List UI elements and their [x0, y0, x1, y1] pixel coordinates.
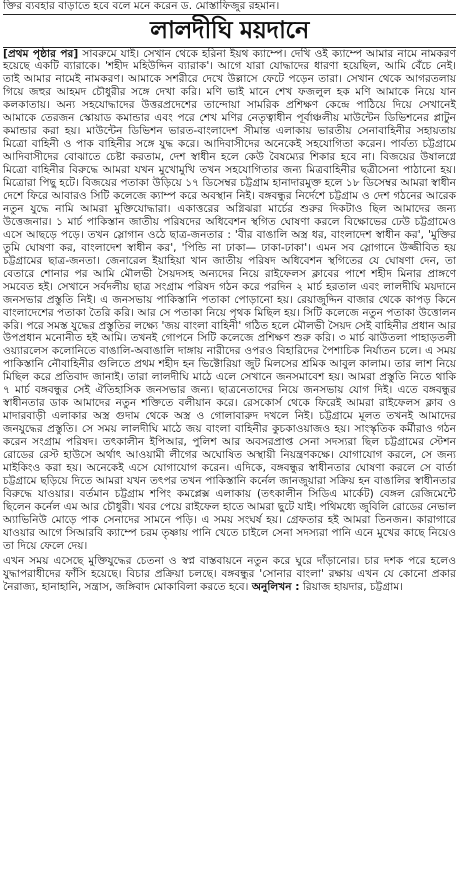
article-body-paragraph-1 [3, 48, 456, 553]
paragraph-2-text: এখন সময় এসেছে মুক্তিযুদ্ধের চেতনা ও স্বপ্ন বাস্তবায়নে নতুন করে ঘুরে দাঁড়ানোর। চার দশক পরে হলেও যুদ্ধাপরাধীদের ফাঁসি হয়েছে। বিচার প্রক্রিয়া চলছে। বঙ্গবন্ধুর 'সোনার বাংলা' রক্ষায় এখন যে কোনো প্রকার নৈরাজ্য, হানাহানি, সন্ত্রাস, জঙ্গিবাদ মোকাবিলা করতে হবে। [3, 554, 456, 593]
continuation-label: [প্রথম পৃষ্ঠার পর] [3, 47, 79, 60]
paragraph-1-text: সাবরুমে যাই। সেখান থেকে হরিনা ইয়থ ক্যাম্পে। দেখি ওই ক্যাম্পে আমার নামে নামকরণ হয়েছে একটি ব্যারাকে। 'শহীদ মহিউদ্দিন ব্যারাক'। আগে যারা যোদ্ধাদের ধারণা হয়েছিল, আমি বেঁচে নেই। তাই আমার নামেই নামকরণ। আমাকে সশরীরে দেখে উল্লাসে ফেটে পড়েন তারা। সেখান থেকে আগরতলায় গিয়ে জহুর আহমদ চৌধুরীর সঙ্গে দেখা করি। মণি ভাই মানে শেখ ফজলুল হক মণি আমাকে নিয়ে যান কলকাতায়। অন্য সহযোদ্ধাদের উত্তরপ্রদেশের তান্দোয়া সামরিক প্রশিক্ষণ কেন্দ্রে পাঠিয়ে দিয়ে সেখানেই আমাকে তেরজন স্কোয়াড কমান্ডার এবং পরে শেখ মণির নেতৃত্বাধীন পূর্বাঞ্চলীয় মাউন্টেন ডিভিশনের প্লাটুন কমান্ডার করা হয়। মাউন্টেন ডিভিশন ভারত-বাংলাদেশ সীমান্ত এলাকায় ভারতীয় সেনাবাহিনীর সহায়তায় মিত্রো বাহিনী ও পাক বাহিনীর সঙ্গে যুদ্ধ করে। আদিবাসীদের অনেকেই সহযোগিতা করেন। পার্বত্য চট্টগ্রামে আদিবাসীদের বোঝাতে চেষ্টা করতাম, দেশ স্বাধীন হলে কেউ বৈষম্যের শিকার হবে না। বিজয়ের উষালগ্নে মিত্রো বাহিনীর বিরুদ্ধে আমরা যখন মুখোমুখি তখন সহযোগিতার জন্য মিত্রবাহিনীর ছত্রীসেনা পাঠানো হয়। মিত্রোরা পিছু হটে। বিজয়ের পতাকা উড়িয়ে ১৭ ডিসেম্বর চট্টগ্রাম হানাদারমুক্ত হলে ১৮ ডিসেম্বর আমরা স্বাধীন দেশে ফিরে আবারও সিটি কলেজে ক্যাম্প করে অবস্থান নিই। বঙ্গবন্ধুর নির্দেশে চট্টগ্রাম ও দেশ গঠনের আরেক নতুন যুদ্ধে নামি আমরা মুক্তিযোদ্ধারা। একাত্তরের অগ্নিঝরা মার্চের শুরুর দিকটাও ছিল আমাদের জন্য উত্তেজনার। ১ মার্চ পাকিস্তান জাতীয় পরিষদের অধিবেশন স্থগিত ঘোষণা করলে বিক্ষোভের ঢেউ চট্টগ্রামেও এসে আছড়ে পড়ে। তখন স্লোগান ওঠে ছাত্র-জনতার : 'বীর বাঙালি অস্ত্র ধর, বাংলাদেশ স্বাধীন কর', 'মুক্তির তুমি ঘোষণা কর, বাংলাদেশ স্বাধীন কর', 'পিন্ডি না ঢাকা— ঢাকা-ঢাকা'। এমন সব স্লোগানে উজ্জীবিত হয় চট্টগ্রামের ছাত্র-জনতা। জেনারেল ইয়াহিয়া খান জাতীয় পরিষদ অধিবেশন স্থগিতের যে ঘোষণা দেন, তা বেতারে শোনার পর আমি মৌলভী সৈয়দসহ অন্যদের নিয়ে রাইফেলস ক্লাবের পাশে শহীদ মিনার প্রাঙ্গণে সমবেত হই। সেখানে সর্বদলীয় ছাত্র সংগ্রাম পরিষদ গঠন করে পরদিন ২ মার্চ হরতাল এবং লালদীঘি ময়দানে জনসভার প্রস্তুতি নিই। এ জনসভায় পাকিস্তানি পতাকা পোড়ানো হয়। রেয়াজুদ্দিন বাজার থেকে কাপড় কিনে বাংলাদেশের পতাকা তৈরি করি। আর সে পতাকা নিয়ে পৃথক মিছিল হয়। সিটি কলেজে নতুন পতাকা উত্তোলন করি। পরে সমস্ত যুদ্ধের প্রস্তুতির লক্ষ্যে 'জয় বাংলা বাহিনী' গঠিত হলে মৌলভী সৈয়দ সেই বাহিনীর প্রধান আর উপপ্রধান মনোনীত হই আমি। তখনই গোপনে সিটি কলেজে প্রশিক্ষণ শুরু করি। ৩ মার্চ ঝাউতলা পাহাড়তলী ওয়্যারলেস কলোনিতে বাঙালি-অবাঙালি দাঙ্গায় নারীদের ওপরও বিহারিদের পৈশাচিক নির্যাতন চলে। এ সময় পাকিস্তানি নৌবাহিনীর গুলিতে প্রথম শহীদ হন ভিক্টোরিয়া জুট মিলসের শ্রমিক আবুল কালাম। তার লাশ নিয়ে মিছিল করে প্রতিবাদ জানাই। তারা লালদীঘি মাঠে এলে সেখানে জনসমাবেশ হয়। আমরা প্রস্তুতি নিতে থাকি ৭ মার্চ বঙ্গবন্ধুর সেই ঐতিহাসিক জনসভার জন্য। ছাত্রনেতাদের নিয়ে জনসভায় যোগ দিই। এতে বঙ্গবন্ধুর স্বাধীনতার ডাক আমাদের নতুন শক্তিতে বলীয়ান করে। রেসকোর্স থেকে ফিরেই আমরা রাইফেলস ক্লাব ও মাদারবাড়ী এলাকার অস্ত্র গুদাম থেকে অস্ত্র ও গোলাবারুদ দখলে নিই। চট্টগ্রামে মূলত তখনই আমাদের জনযুদ্ধের প্রস্তুতি। সে সময় লালদীঘি মাঠে জয় বাংলা বাহিনীর কুচকাওয়াজও হয়। সাংস্কৃতিক কর্মীরাও গঠন করেন সংগ্রাম পরিষদ। তৎকালীন ইপিআর, পুলিশ আর অবসরপ্রাপ্ত সেনা সদস্যরা ছিল চট্টগ্রামের স্টেশন রোডের রেস্ট হাউসে অর্থাৎ আওয়ামী লীগের অঘোষিত অস্থায়ী নিয়ন্ত্রণকক্ষে। যোগাযোগ করলে, সে জন্য মাইকিংও করা হয়। অনেকেই এসে যোগাযোগ করেন। এদিকে, বঙ্গবন্ধুর স্বাধীনতার ঘোষণা করলে সে বার্তা চট্টগ্রামে ছড়িয়ে দিতে আমরা যখন তৎপর তখন পাকিস্তানি কর্নেল জানজুয়ারা সক্রিয় হন বাঙালির স্বাধীনতার বিরুদ্ধে যাওয়ার। বর্তমান চট্টগ্রাম শপিং কমপ্লেক্স এলাকায় (তৎকালীন সিডিএ মার্কেট) বেঙ্গল রেজিমেন্টে ছিলেন কর্নেল এম আর চৌধুরী। খবর পেয়ে রাইফেল হাতে আমরা ছুটে যাই। পথিমধ্যে জুবিলি রোডের নেভাল অ্যাভিনিউ মোড়ে পাক সেনাদের সামনে পড়ি। এ সময় সংঘর্ষ হয়। গ্রেফতার হই আমরা তিনজন। কারাগারে যাওয়ার আগে সিআরবি ক্যাম্পে চরম তৃষ্ণায় পানি খেতে চাইলে সেনা সদস্যরা পানি এনে মুখের কাছে নিয়েও তা দিয়ে ফেলে দেয়। [3, 47, 456, 552]
transcriber-name: রিয়াজ হায়দার, চট্টগ্রাম। [302, 580, 404, 593]
previous-article-tail: ক্তির ব্যবহার বাড়াতে হবে বলে মনে করেন ড. মোস্তাফিজুর রহমান। [3, 0, 280, 12]
transcriber-label: অনুলিখন : [251, 580, 300, 593]
article-body-paragraph-2 [3, 555, 456, 594]
article-headline: লালদীঘি ময়দানে [150, 14, 309, 44]
